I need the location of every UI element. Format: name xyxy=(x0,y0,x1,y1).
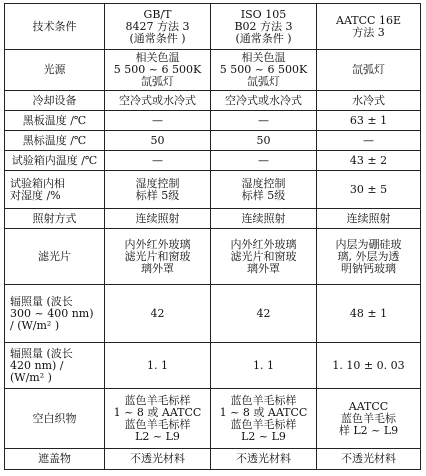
aatcc-cell xyxy=(317,389,421,449)
cell-line: 1. 1 xyxy=(253,358,274,372)
cell-line: 内外红外玻璃 xyxy=(230,237,297,251)
gbt-cell xyxy=(105,171,211,209)
aatcc-cell xyxy=(317,449,421,470)
cell-line: 滤光片和窗玻 xyxy=(230,249,297,263)
iso-cell xyxy=(211,171,317,209)
gbt-cell xyxy=(105,389,211,449)
aatcc-cell xyxy=(317,209,421,229)
cell-line: 标样 5级 xyxy=(135,188,180,202)
aatcc-cell xyxy=(317,285,421,343)
cell-line: 标样 5级 xyxy=(241,188,286,202)
cell-line: 辐照量 (波长 xyxy=(10,346,73,360)
label-cell xyxy=(5,449,105,470)
aatcc-cell xyxy=(317,50,421,91)
gbt-cell xyxy=(105,91,211,111)
cell-line: 试验箱内相 xyxy=(10,176,65,190)
row-technical-conditions xyxy=(5,4,421,50)
cell-line: 不透光材料 xyxy=(236,452,291,465)
cell-line: 相关色温 xyxy=(135,51,180,64)
cell-line: 对湿度 /% xyxy=(10,188,61,202)
cell-line: 黑标温度 /℃ xyxy=(22,133,87,147)
cell-line: 300 ~ 400 nm) xyxy=(10,306,94,320)
label-cell xyxy=(5,209,105,229)
cell-line: 冷却设备 xyxy=(32,93,77,107)
aatcc-cell xyxy=(317,91,421,111)
cell-line: 50 xyxy=(150,133,165,147)
iso-cell xyxy=(211,389,317,449)
row-blank-fabric xyxy=(5,389,421,449)
spec-table-body xyxy=(5,4,421,470)
row-light-source xyxy=(5,50,421,91)
spec-table xyxy=(4,3,421,470)
cell-line: 内外红外玻璃 xyxy=(124,237,191,251)
label-cell xyxy=(5,91,105,111)
cell-line: AATCC 16E xyxy=(336,13,401,27)
cell-line: 氙弧灯 xyxy=(352,63,385,76)
cell-line: 63 ± 1 xyxy=(349,113,388,127)
cell-line: 42 xyxy=(256,306,271,320)
row-irradiance-300-400 xyxy=(5,285,421,343)
cell-line: 1. 1 xyxy=(147,358,168,372)
cell-line: 相关色温 xyxy=(241,51,286,64)
gbt-cell xyxy=(105,151,211,171)
aatcc-cell xyxy=(317,171,421,209)
cell-line: ISO 105 xyxy=(240,7,287,21)
cell-line: 空冷式或水冷式 xyxy=(225,93,302,107)
cell-line: 水冷式 xyxy=(352,93,385,107)
aatcc-cell xyxy=(317,343,421,389)
cell-line: 璃外罩 xyxy=(141,261,174,275)
cell-line: 明钠钙玻璃 xyxy=(341,261,396,275)
iso-cell xyxy=(211,343,317,389)
row-chamber-temp xyxy=(5,151,421,171)
cell-line: 蓝色羊毛标样 xyxy=(124,417,191,431)
label-cell xyxy=(5,151,105,171)
label-cell xyxy=(5,285,105,343)
iso-cell xyxy=(211,91,317,111)
iso-cell xyxy=(211,209,317,229)
cell-line: (通常条件 ) xyxy=(129,31,186,45)
label-cell xyxy=(5,389,105,449)
row-cooling-equipment xyxy=(5,91,421,111)
gbt-cell xyxy=(105,111,211,131)
label-cell xyxy=(5,171,105,209)
cell-line: 湿度控制 xyxy=(135,176,180,190)
iso-cell xyxy=(211,111,317,131)
cell-line: 30 ± 5 xyxy=(349,182,388,196)
cell-line: 43 ± 2 xyxy=(349,153,388,167)
label-cell xyxy=(5,111,105,131)
row-irradiance-420 xyxy=(5,343,421,389)
cell-line: (通常条件 ) xyxy=(235,31,292,45)
cell-line: 50 xyxy=(256,133,271,147)
cell-line: AATCC xyxy=(348,399,389,413)
row-covering xyxy=(5,449,421,470)
cell-line: (W/m² ) xyxy=(10,370,52,384)
gbt-cell xyxy=(105,50,211,91)
cell-line: 照射方式 xyxy=(32,211,77,225)
cell-line: 滤光片 xyxy=(38,249,71,263)
iso-cell xyxy=(211,285,317,343)
cell-line: — xyxy=(363,133,374,147)
row-black-standard-temp xyxy=(5,131,421,151)
row-black-panel-temp xyxy=(5,111,421,131)
iso-cell xyxy=(211,131,317,151)
aatcc-cell xyxy=(317,151,421,171)
cell-line: 1. 10 ± 0. 03 xyxy=(332,358,405,372)
cell-line: 璃, 外层为透 xyxy=(337,249,400,263)
iso-cell xyxy=(211,229,317,285)
cell-line: 1 ~ 8 或 AATCC xyxy=(113,405,202,419)
cell-line: 5 500 ~ 6 500K xyxy=(113,63,202,76)
cell-line: 48 ± 1 xyxy=(349,306,388,320)
row-chamber-humidity xyxy=(5,171,421,209)
cell-line: 黑板温度 /℃ xyxy=(22,113,87,127)
label-cell xyxy=(5,343,105,389)
aatcc-cell xyxy=(317,111,421,131)
cell-line: 蓝色羊毛标样 xyxy=(230,393,297,407)
cell-line: 不透光材料 xyxy=(130,452,185,465)
cell-line: 1 ~ 8 或 AATCC xyxy=(219,405,308,419)
cell-line: — xyxy=(258,153,269,167)
cell-line: 遮盖物 xyxy=(38,452,71,465)
cell-line: L2 ~ L9 xyxy=(135,429,180,443)
aatcc-cell xyxy=(317,131,421,151)
label-cell xyxy=(5,229,105,285)
row-filter xyxy=(5,229,421,285)
cell-line: 420 nm) / xyxy=(10,358,64,372)
cell-line: 蓝色羊毛标样 xyxy=(230,417,297,431)
cell-line: 辐照量 (波长 xyxy=(10,294,73,308)
cell-line: 空冷式或水冷式 xyxy=(119,93,196,107)
cell-line: 氙弧灯 xyxy=(141,75,174,88)
cell-line: 技术条件 xyxy=(32,19,77,33)
spec-table-container xyxy=(4,3,420,470)
cell-line: 5 500 ~ 6 500K xyxy=(219,63,308,76)
cell-line: — xyxy=(152,113,163,127)
label-cell xyxy=(5,50,105,91)
cell-line: 不透光材料 xyxy=(341,452,396,465)
gbt-cell xyxy=(105,4,211,50)
cell-line: 8427 方法 3 xyxy=(125,19,190,33)
iso-cell xyxy=(211,151,317,171)
cell-line: 连续照射 xyxy=(241,211,286,225)
cell-line: 氙弧灯 xyxy=(247,75,280,88)
cell-line: B02 方法 3 xyxy=(234,19,293,33)
gbt-cell xyxy=(105,209,211,229)
iso-cell xyxy=(211,4,317,50)
cell-line: 蓝色羊毛标样 xyxy=(124,393,191,407)
cell-line: L2 ~ L9 xyxy=(241,429,286,443)
aatcc-cell xyxy=(317,229,421,285)
iso-cell xyxy=(211,449,317,470)
gbt-cell xyxy=(105,343,211,389)
cell-line: 42 xyxy=(150,306,165,320)
cell-line: 连续照射 xyxy=(135,211,180,225)
cell-line: 璃外罩 xyxy=(247,261,280,275)
cell-line: 连续照射 xyxy=(346,211,391,225)
cell-line: 方法 3 xyxy=(352,25,385,39)
cell-line: 空白织物 xyxy=(32,411,77,425)
label-cell xyxy=(5,4,105,50)
gbt-cell xyxy=(105,285,211,343)
cell-line: 内层为硼硅玻 xyxy=(335,237,402,251)
cell-line: 光源 xyxy=(43,63,66,76)
iso-cell xyxy=(211,50,317,91)
aatcc-cell xyxy=(317,4,421,50)
cell-line: 滤光片和窗玻 xyxy=(124,249,191,263)
cell-line: GB/T xyxy=(143,7,172,21)
cell-line: — xyxy=(152,153,163,167)
cell-line: 样 L2 ~ L9 xyxy=(338,423,399,437)
cell-line: 蓝色羊毛标 xyxy=(341,411,396,425)
gbt-cell xyxy=(105,229,211,285)
cell-line: 试验箱内温度 /℃ xyxy=(11,153,98,167)
row-irradiation-mode xyxy=(5,209,421,229)
cell-line: — xyxy=(258,113,269,127)
cell-line: 湿度控制 xyxy=(241,176,286,190)
gbt-cell xyxy=(105,131,211,151)
cell-line: / (W/m² ) xyxy=(10,318,60,332)
label-cell xyxy=(5,131,105,151)
gbt-cell xyxy=(105,449,211,470)
